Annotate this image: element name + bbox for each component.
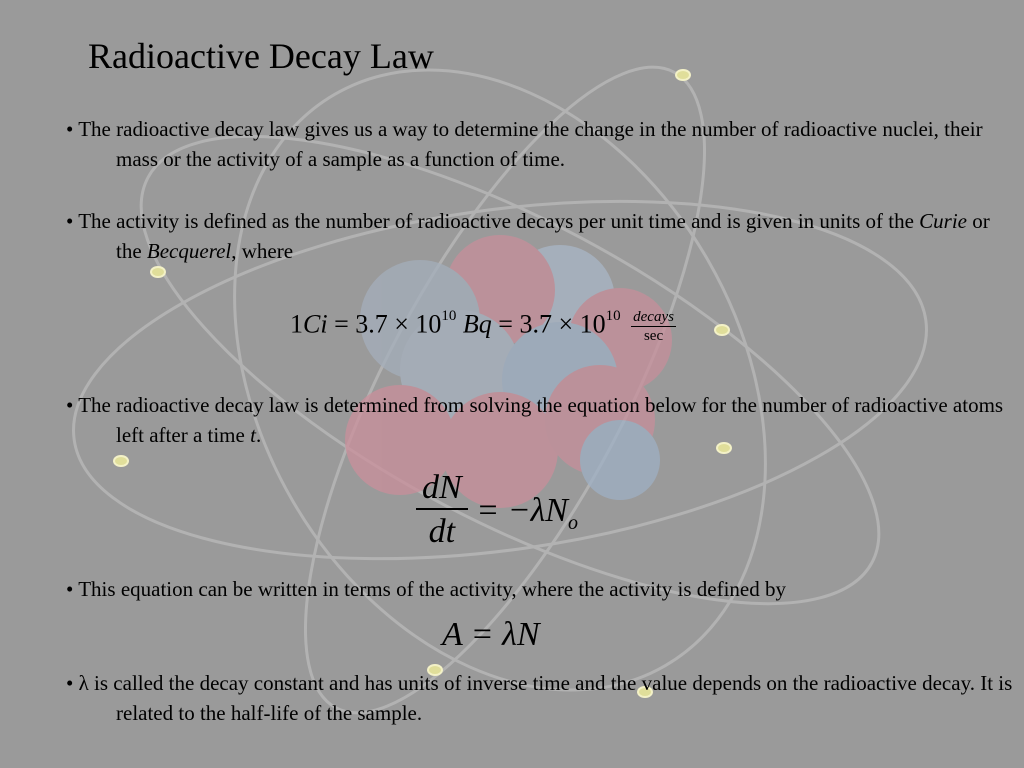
becquerel-term: Becquerel	[146, 239, 232, 263]
equation-curie-becquerel	[290, 308, 676, 345]
equation-activity	[442, 616, 540, 654]
electron	[715, 325, 729, 335]
slide-title: Radioactive Decay Law	[88, 36, 434, 76]
time-variable: t	[250, 423, 256, 447]
bullet-2-text-mid: or the	[116, 209, 990, 263]
bullet-2: • The activity is defined as the number of radioactive decays per unit time and is given in units of the Curie or the Becquerel, where	[66, 209, 990, 263]
eq1-equals: = 3.7 × 10	[327, 309, 442, 339]
bullet-3-text-pre: The radioactive decay law is determined from solving the equation below for the number of radioactive atoms left after a time	[78, 393, 1004, 447]
curie-term: Curie	[919, 209, 968, 233]
eq2-fraction	[416, 468, 468, 554]
eq2-rhs: = −λN	[476, 492, 568, 529]
bullet-2-text-post: , where	[231, 239, 294, 263]
bullet-3: • The radioactive decay law is determined from solving the equation below for the number of radioactive atoms left after a time t.	[66, 393, 1004, 447]
eq1-numerator: decays	[633, 309, 674, 325]
bullet-3-text-post: .	[255, 423, 262, 447]
bullet-1-text: The radioactive decay law gives us a way to determine the change in the number of radioactive nuclei, their mass or the activity of a sample as a function of time.	[78, 117, 983, 171]
electron	[676, 70, 690, 80]
electron	[114, 456, 128, 466]
eq1-fraction	[631, 308, 676, 345]
eq1-exponent: 10	[441, 308, 457, 325]
eq2-numerator: dN	[416, 468, 468, 510]
eq1-ci: Ci	[303, 309, 328, 339]
bullet-2-text-pre: The activity is defined as the number of radioactive decays per unit time and is given in units of the	[78, 209, 920, 233]
eq1-bq: Bq	[456, 309, 492, 339]
equation-decay-law	[416, 468, 578, 554]
electron	[151, 267, 165, 277]
lambda-symbol: λ	[78, 671, 89, 695]
bullet-1: • The radioactive decay law gives us a way to determine the change in the number of radioactive nuclei, their mass or the activity of a sample as a function of time.	[66, 117, 983, 171]
eq3-rhs: = λN	[462, 616, 540, 653]
bullet-4-text: This equation can be written in terms of the activity, where the activity is defined by	[78, 577, 786, 601]
eq1-equals-2: = 3.7 × 10	[491, 309, 606, 339]
eq3-a: A	[442, 616, 463, 653]
eq1-denominator: sec	[643, 328, 664, 344]
eq1-one: 1	[290, 309, 303, 339]
eq2-denominator: dt	[428, 513, 456, 550]
eq2-subscript: o	[567, 511, 578, 534]
bullet-4: • This equation can be written in terms of the activity, where the activity is defined by	[66, 577, 786, 601]
bullet-5: • λ is called the decay constant and has units of inverse time and the value depends on the radioactive decay. It is related to the half-life of the sample.	[66, 671, 1013, 725]
bullet-5-text: is called the decay constant and has units of inverse time and the value depends on the radioactive decay. It is related to the half-life of the sample.	[88, 671, 1013, 725]
eq1-exponent-2: 10	[605, 308, 621, 325]
